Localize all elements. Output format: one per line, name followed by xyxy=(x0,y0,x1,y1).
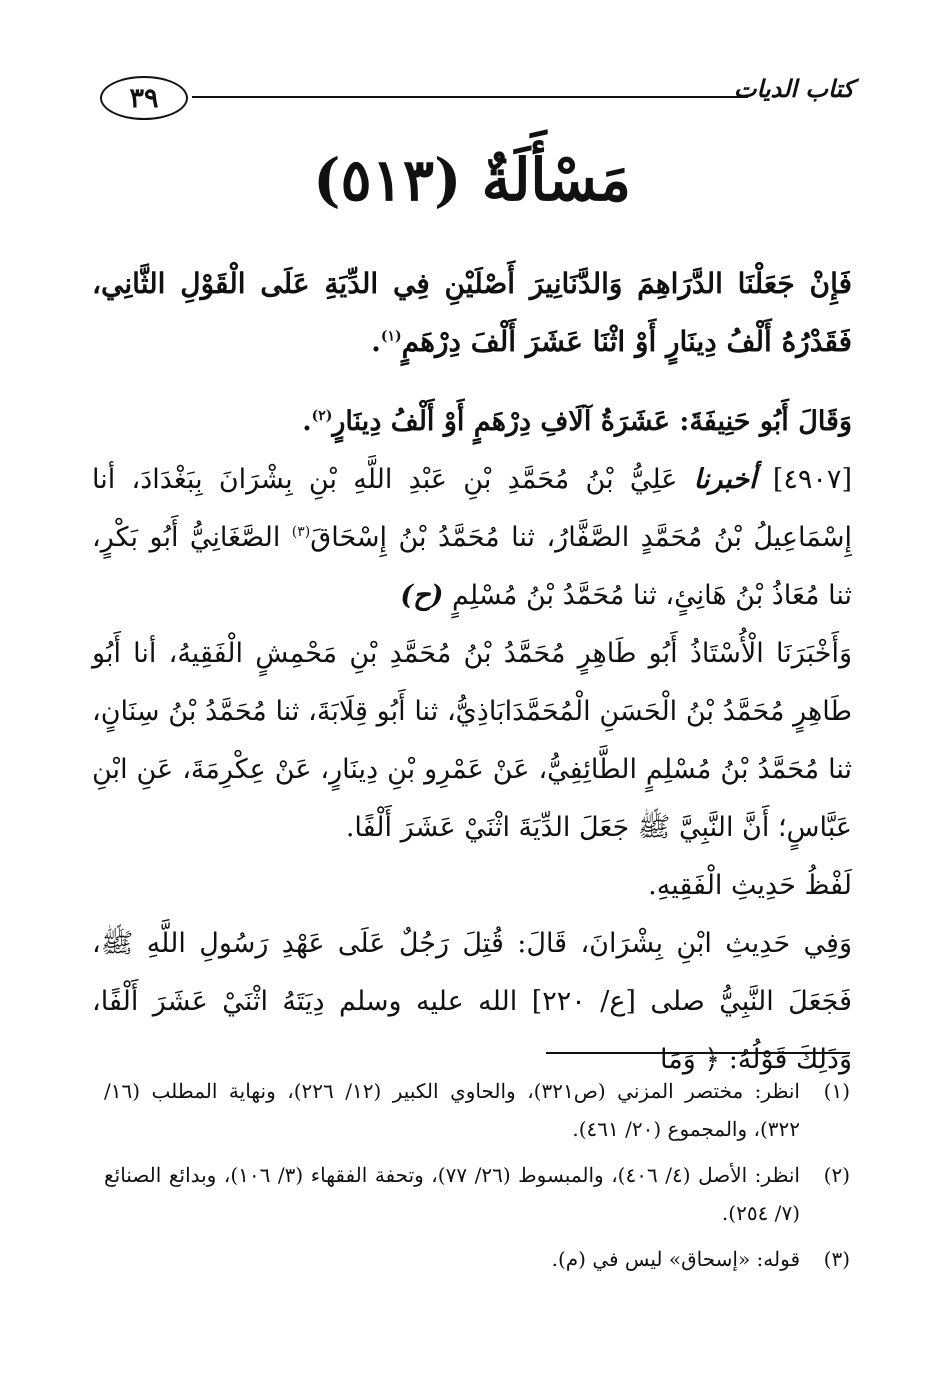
footnote-number: (٣) xyxy=(823,1247,850,1271)
footnote-number: (١) xyxy=(823,1079,850,1103)
abu-hanifa-paragraph xyxy=(92,393,852,451)
footnote-ref-1[interactable]: (١) xyxy=(380,328,402,345)
footnote-3 xyxy=(104,1240,850,1278)
ibn-bishran-narration: وَفِي حَدِيثِ ابْنِ بِشْرَانَ، قَالَ: قُتِلَ رَجُلٌ عَلَى عَهْدِ رَسُولِ اللَّهِ ﷺ، فَجَعَلَ النَّبِيُّ صلى [ع/ ٢٢٠] الله عليه وسلم دِيَتَهُ اثْنَيْ عَشَرَ أَلْفًا، وَذَلِكَ قَوْلُهُ: ﴿ وَمَا xyxy=(92,928,852,1076)
ruling-paragraph xyxy=(92,255,852,371)
footnote-text: انظر: مختصر المزني (ص٣٢١)، والحاوي الكبير (١٢/ ٢٢٦)، ونهاية المطلب (١٦/ ٣٢٢)، والمجموع (٢٠/ ٤٦١). xyxy=(104,1079,800,1141)
chapter-title: مَسْأَلَةٌ (٥١٣) xyxy=(313,146,631,214)
abu-hanifa-end: . xyxy=(302,406,312,438)
hadith-number: [٤٩٠٧] xyxy=(772,464,852,496)
book-title: كتاب الديات xyxy=(733,74,854,103)
footnote-text: قوله: «إسحاق» ليس في (م). xyxy=(551,1247,800,1271)
akhbarana-word: أخبرنا xyxy=(693,464,757,496)
page-number: ٣٩ xyxy=(100,76,188,120)
footnote-text: انظر: الأصل (٤/ ٤٠٦)، والمبسوط (٢٦/ ٧٧)، وتحفة الفقهاء (٣/ ١٠٦)، وبدائع الصنائع (٧/ ٢٥٤). xyxy=(104,1163,800,1225)
footnotes xyxy=(104,1072,850,1286)
isnad-part-2: الصَّغَانِيُّ أَبُو بَكْرٍ، ثنا مُعَاذُ بْنُ هَانِئٍ، ثنا مُحَمَّدُ بْنُ مُسْلِمٍ xyxy=(92,522,852,612)
footnote-ref-2[interactable]: (٢) xyxy=(311,408,333,425)
footnote-separator xyxy=(546,1052,850,1054)
ruling-end: . xyxy=(371,325,381,359)
footnote-1 xyxy=(104,1072,850,1148)
wording-note: لَفْظُ حَدِيثِ الْفَقِيهِ. xyxy=(648,870,852,902)
header-rule xyxy=(192,96,748,98)
ruling-text: فَإِنْ جَعَلْنَا الدَّرَاهِمَ وَالدَّنَانِيرَ أَصْلَيْنِ فِي الدِّيَةِ عَلَى الْقَوْلِ الثَّانِي، فَقَدْرُهُ أَلْفُ دِينَارٍ أَوْ اثْنَا عَشَرَ أَلْفَ دِرْهَمٍ xyxy=(92,267,852,359)
second-isnad: وَأَخْبَرَنَا الْأُسْتَاذُ أَبُو طَاهِرٍ مُحَمَّدُ بْنُ مُحَمَّدِ بْنِ مَحْمِشٍ الْفَقِيهُ، أنا أَبُو طَاهِرٍ مُحَمَّدُ بْنُ الْحَسَنِ الْمُحَمَّدَابَاذِيُّ، ثنا أَبُو قِلَابَةَ، ثنا مُحَمَّدُ بْنُ سِنَانٍ، ثنا مُحَمَّدُ بْنُ مُسْلِمٍ الطَّائِفِيُّ، عَنْ عَمْرِو بْنِ دِينَارٍ، عَنْ عِكْرِمَةَ، عَنِ ابْنِ عَبَّاسٍ؛ أَنَّ النَّبِيَّ ﷺ جَعَلَ الدِّيَةَ اثْنَيْ عَشَرَ أَلْفًا. xyxy=(92,638,852,844)
isnad-part-1: عَلِيُّ بْنُ مُحَمَّدِ بْنِ عَبْدِ اللَّهِ بْنِ بِشْرَانَ بِبَغْدَادَ، أنا إِسْمَاعِيلُ بْنُ مُحَمَّدٍ الصَّفَّارُ، ثنا مُحَمَّدُ بْنُ إِسْحَاقَ xyxy=(92,464,852,554)
tahwil-mark: (ح) xyxy=(400,580,444,612)
footnote-ref-3[interactable]: (٣) xyxy=(291,524,311,541)
hadith-4907 xyxy=(92,451,852,625)
main-text xyxy=(92,140,852,1089)
abu-hanifa-text: وَقَالَ أَبُو حَنِيفَةَ: عَشَرَةُ آلَافِ دِرْهَمٍ أَوْ أَلْفُ دِينَارٍ xyxy=(332,406,852,438)
page-header xyxy=(100,72,860,124)
footnote-number: (٢) xyxy=(823,1163,850,1187)
footnote-2 xyxy=(104,1156,850,1232)
